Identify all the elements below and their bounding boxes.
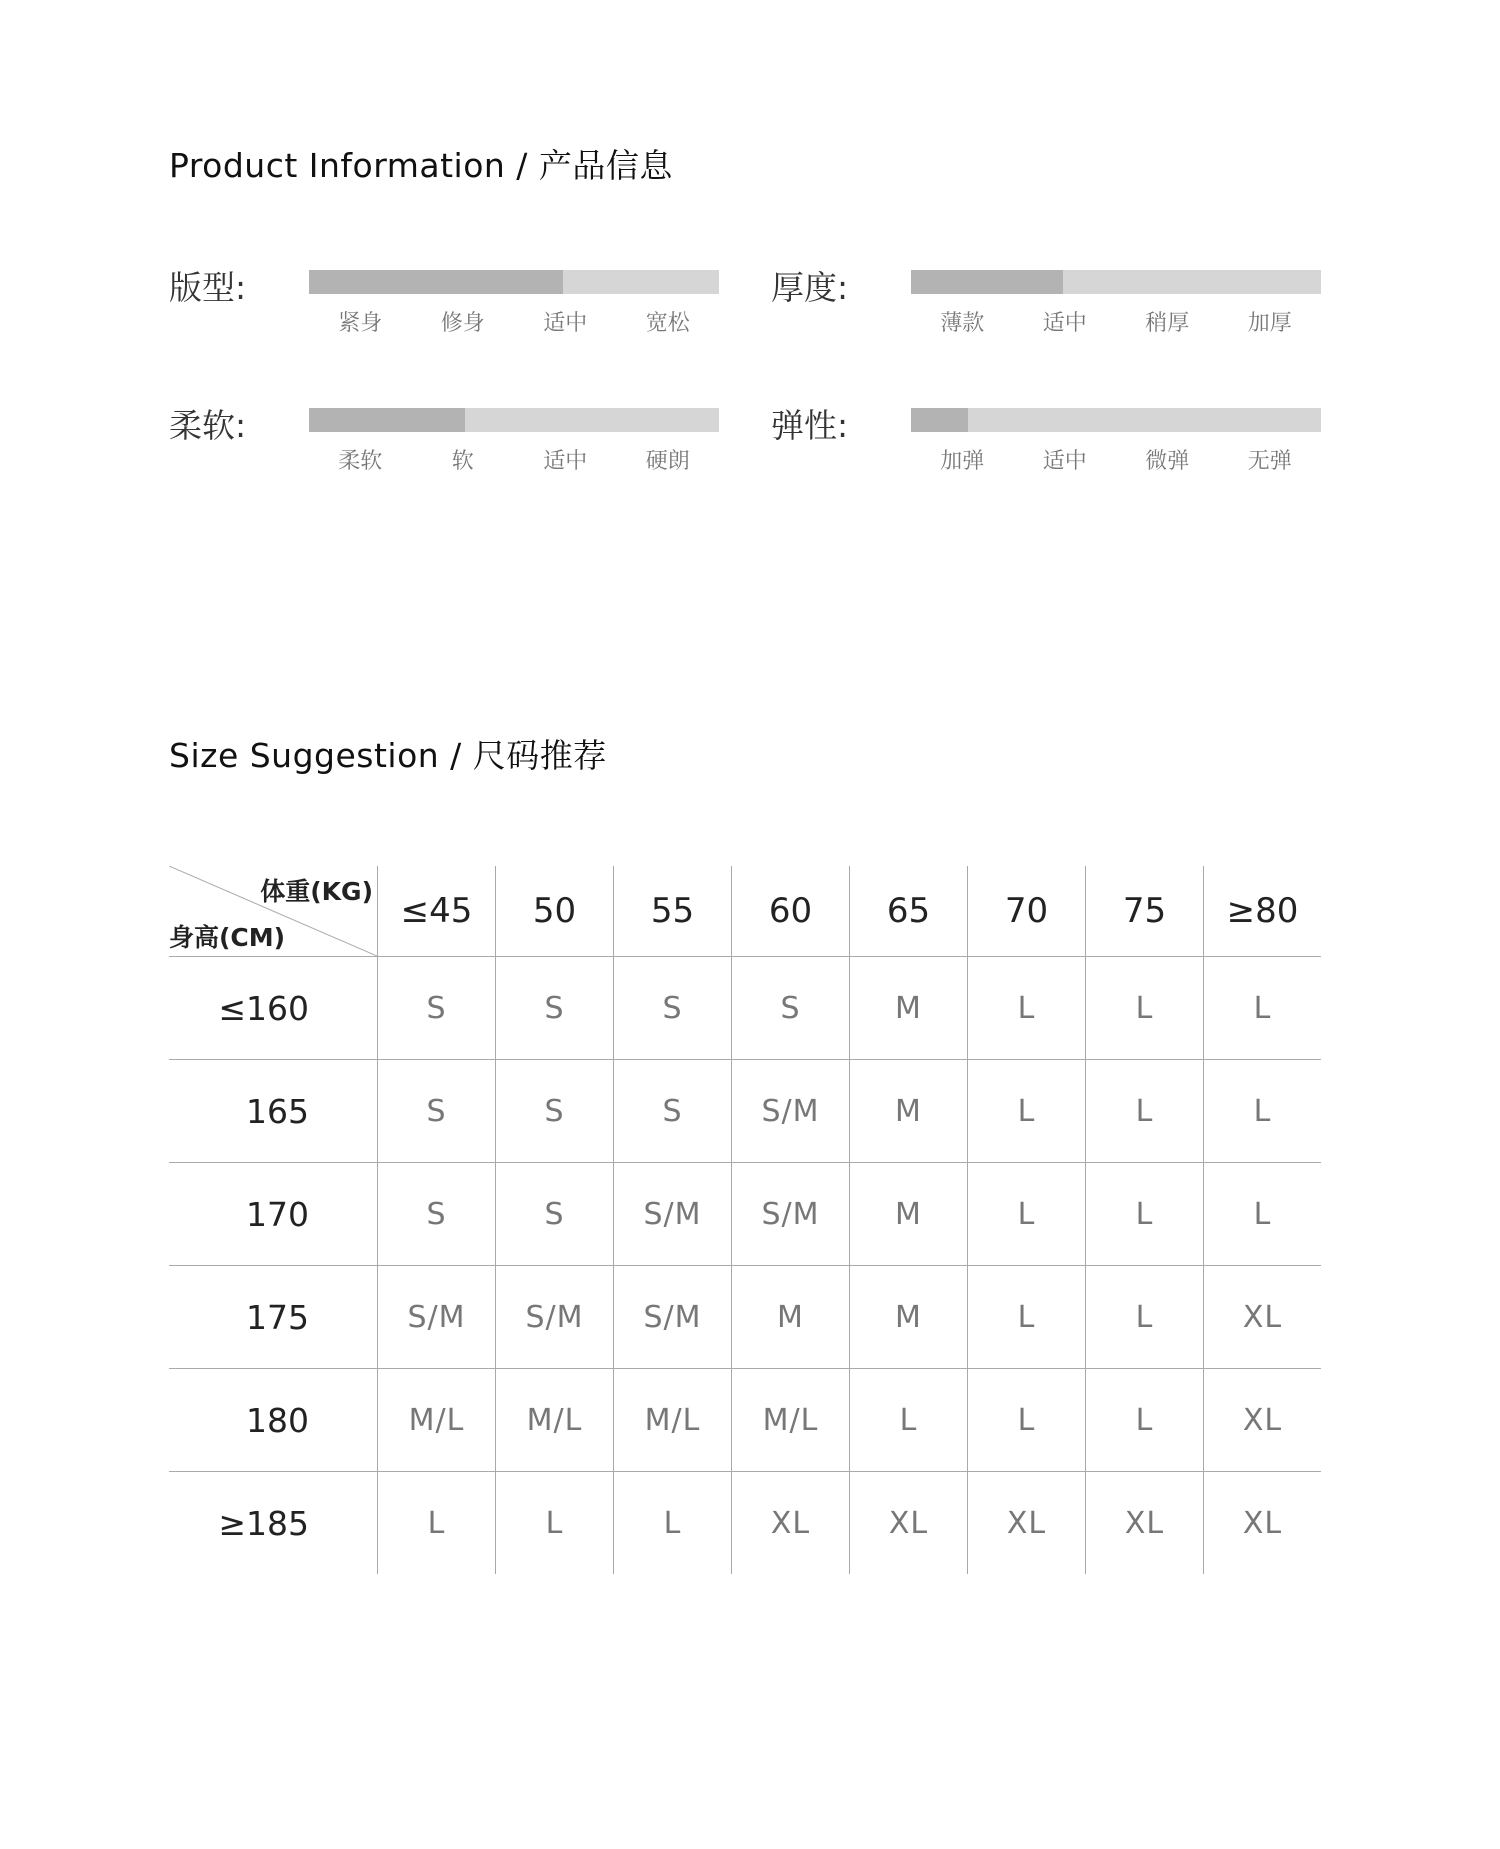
size-cell: L (614, 1472, 732, 1575)
scale-label: 适中 (1042, 449, 1087, 474)
attr-elasticity (771, 400, 1351, 500)
scale-label: 适中 (543, 449, 588, 474)
size-cell: S (614, 1060, 732, 1163)
size-cell: M (850, 1163, 968, 1266)
scale-label: 加厚 (1247, 311, 1292, 336)
attr-softness-bar (309, 408, 719, 432)
size-cell: XL (1204, 1266, 1322, 1369)
scale-label: 柔软 (338, 449, 383, 474)
weight-axis-label: 体重(KG) (260, 877, 373, 906)
size-cell: L (1204, 957, 1322, 1060)
scale-label: 适中 (1042, 311, 1087, 336)
size-cell: S (496, 1060, 614, 1163)
size-cell: L (968, 1266, 1086, 1369)
attr-thickness-bar (911, 270, 1321, 294)
table-row (169, 957, 1321, 1060)
scale-label: 稍厚 (1145, 311, 1190, 336)
size-cell: S (496, 1163, 614, 1266)
attr-fit-label: 版型: (169, 268, 247, 307)
attr-softness-label: 柔软: (169, 406, 247, 445)
height-header: 170 (169, 1163, 378, 1266)
size-cell: L (1086, 1060, 1204, 1163)
size-cell: L (968, 1060, 1086, 1163)
weight-header: 75 (1086, 866, 1204, 957)
height-header: 180 (169, 1369, 378, 1472)
table-row (169, 1163, 1321, 1266)
table-row (169, 1472, 1321, 1575)
height-axis-label: 身高(CM) (169, 923, 286, 952)
attr-softness-bar-fill (309, 408, 465, 432)
scale-label: 硬朗 (645, 449, 690, 474)
size-cell: L (850, 1369, 968, 1472)
size-cell: XL (968, 1472, 1086, 1575)
size-cell: L (1086, 957, 1204, 1060)
attr-elasticity-label: 弹性: (771, 406, 849, 445)
weight-header: 70 (968, 866, 1086, 957)
scale-label: 软 (451, 449, 474, 474)
size-cell: M/L (614, 1369, 732, 1472)
attr-thickness (771, 262, 1351, 362)
size-table (169, 866, 1321, 1574)
size-cell: S (614, 957, 732, 1060)
size-cell: XL (732, 1472, 850, 1575)
size-suggestion-title: Size Suggestion / 尺码推荐 (169, 736, 607, 775)
size-cell: M/L (732, 1369, 850, 1472)
scale-label: 修身 (440, 311, 485, 336)
size-cell: XL (1204, 1472, 1322, 1575)
size-cell: L (968, 1369, 1086, 1472)
size-cell: S (732, 957, 850, 1060)
size-cell: XL (1204, 1369, 1322, 1472)
size-cell: XL (850, 1472, 968, 1575)
attr-elasticity-scale (911, 444, 1321, 474)
scale-label: 薄款 (940, 311, 985, 336)
height-header: 175 (169, 1266, 378, 1369)
size-cell: L (968, 957, 1086, 1060)
weight-header: 65 (850, 866, 968, 957)
scale-label: 微弹 (1145, 449, 1190, 474)
size-cell: M/L (378, 1369, 496, 1472)
attr-elasticity-bar-fill (911, 408, 968, 432)
size-cell: S (378, 957, 496, 1060)
size-cell: L (1086, 1163, 1204, 1266)
attr-softness-scale (309, 444, 719, 474)
weight-header: ≤45 (378, 866, 496, 957)
weight-header: 55 (614, 866, 732, 957)
size-cell: M/L (496, 1369, 614, 1472)
scale-label: 加弹 (940, 449, 985, 474)
scale-label: 宽松 (645, 311, 690, 336)
size-cell: S (378, 1060, 496, 1163)
attr-thickness-bar-fill (911, 270, 1063, 294)
scale-label: 无弹 (1247, 449, 1292, 474)
product-info-title: Product Information / 产品信息 (169, 146, 673, 185)
weight-header: 50 (496, 866, 614, 957)
size-cell: S/M (732, 1163, 850, 1266)
size-cell: L (378, 1472, 496, 1575)
table-row (169, 1266, 1321, 1369)
attr-thickness-label: 厚度: (771, 268, 849, 307)
scale-label: 紧身 (338, 311, 383, 336)
size-cell: S/M (378, 1266, 496, 1369)
size-cell: M (850, 957, 968, 1060)
size-cell: L (1086, 1369, 1204, 1472)
attr-fit (169, 262, 749, 362)
size-cell: M (850, 1060, 968, 1163)
scale-label: 适中 (543, 311, 588, 336)
height-header: ≤160 (169, 957, 378, 1060)
weight-header: 60 (732, 866, 850, 957)
table-row (169, 1060, 1321, 1163)
height-header: ≥185 (218, 1503, 309, 1543)
size-cell: S (378, 1163, 496, 1266)
size-cell: S/M (496, 1266, 614, 1369)
table-header-row (169, 866, 1321, 957)
table-corner-cell (169, 866, 378, 957)
size-cell: L (1086, 1266, 1204, 1369)
attr-softness (169, 400, 749, 500)
size-cell: S/M (614, 1266, 732, 1369)
size-cell: XL (1086, 1472, 1204, 1575)
size-cell: M (850, 1266, 968, 1369)
size-cell: L (1204, 1163, 1322, 1266)
height-header: 165 (169, 1060, 378, 1163)
attr-fit-bar-fill (309, 270, 563, 294)
attr-elasticity-bar (911, 408, 1321, 432)
size-cell: L (1204, 1060, 1322, 1163)
size-cell: L (496, 1472, 614, 1575)
size-cell: S/M (732, 1060, 850, 1163)
size-cell: S/M (614, 1163, 732, 1266)
size-table-body (169, 957, 1321, 1575)
table-row (169, 1369, 1321, 1472)
attr-fit-scale (309, 306, 719, 336)
size-cell: S (496, 957, 614, 1060)
weight-header: ≥80 (1204, 866, 1322, 957)
size-cell: M (732, 1266, 850, 1369)
attr-fit-bar (309, 270, 719, 294)
attr-thickness-scale (911, 306, 1321, 336)
size-cell: L (968, 1163, 1086, 1266)
